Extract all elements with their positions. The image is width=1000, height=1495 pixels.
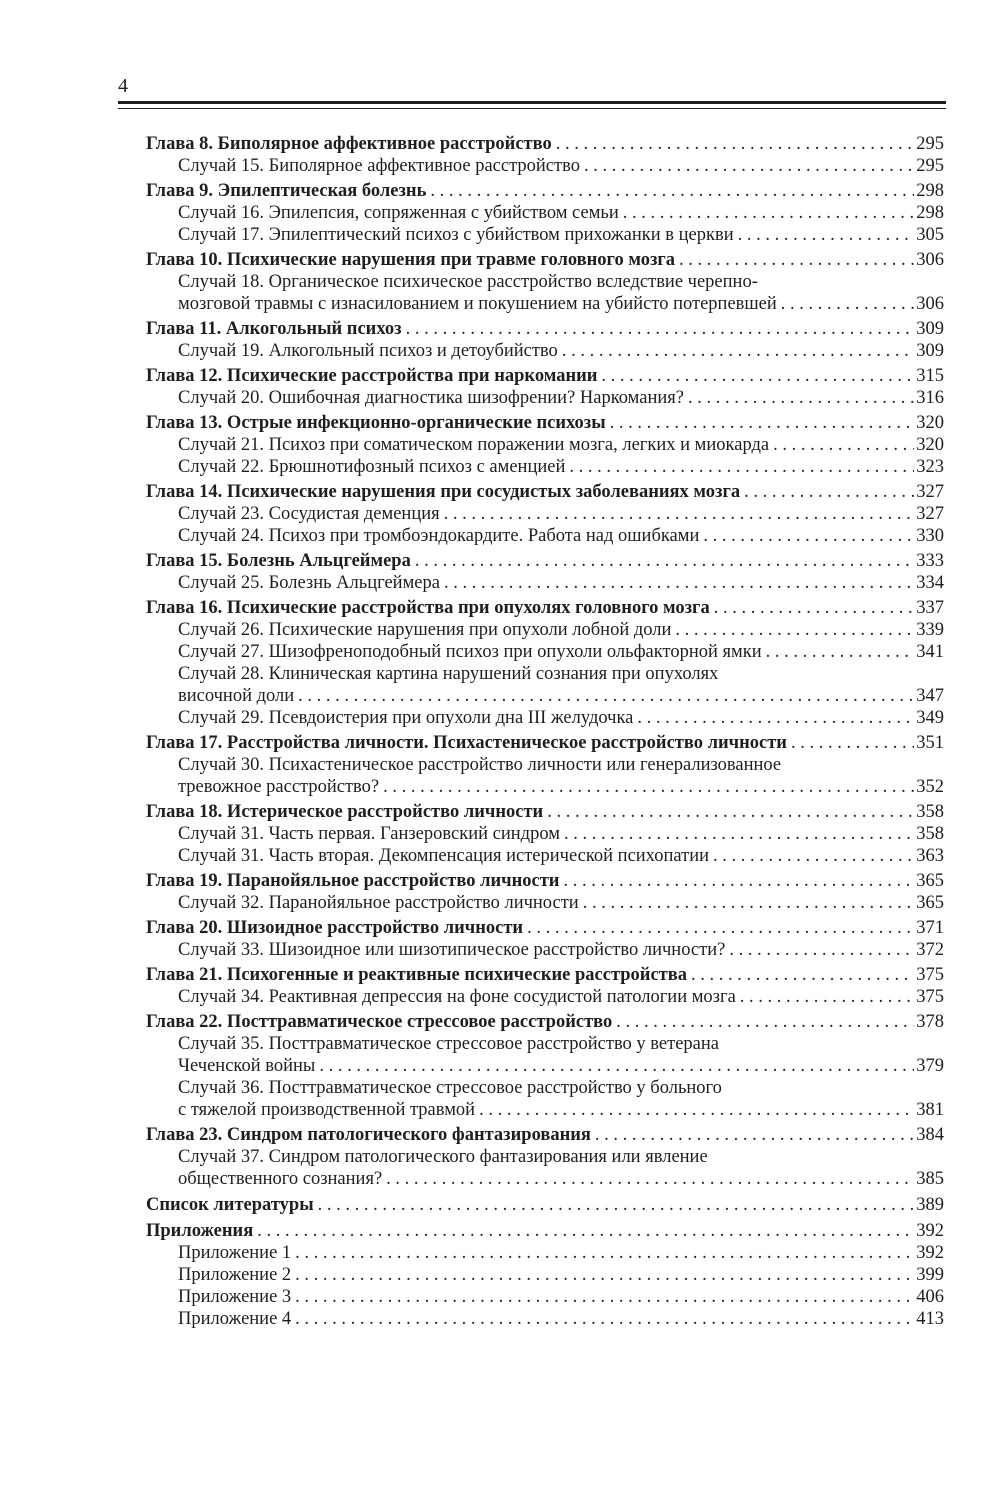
case-page-number: 358: [916, 824, 944, 844]
chapter-title: Глава 12. Психические расстройства при наркомании: [146, 366, 598, 386]
chapter-title: Глава 9. Эпилептическая болезнь: [146, 181, 427, 201]
dot-leader: [291, 1242, 914, 1264]
toc-chapter-group: [146, 1194, 944, 1216]
chapter-page-number: 309: [916, 319, 944, 339]
dot-leader: [291, 1286, 914, 1308]
case-page-number: 375: [916, 987, 944, 1007]
case-title-line: Случай 30. Психастеническое расстройство личности или генерализованное: [178, 755, 782, 775]
dot-leader: [597, 365, 914, 387]
toc-chapter-group: [146, 318, 944, 362]
chapter-title: Глава 20. Шизоидное расстройство личности: [146, 918, 524, 938]
case-page-number: 385: [916, 1169, 944, 1189]
toc-chapter-group: [146, 870, 944, 914]
case-title: Случай 26. Психические нарушения при опухоли лобной доли: [178, 620, 672, 640]
toc-case-entry[interactable]: [146, 1242, 944, 1264]
case-title: Приложение 4: [178, 1309, 292, 1329]
toc-case-entry[interactable]: [146, 685, 944, 707]
dot-leader: [382, 1168, 914, 1190]
case-title: Случай 31. Часть вторая. Декомпенсация истерической психопатии: [178, 846, 709, 866]
toc-chapter-entry[interactable]: [146, 1124, 944, 1146]
chapter-page-number: 371: [916, 918, 944, 938]
dot-leader: [580, 155, 914, 177]
case-page-number: 339: [916, 620, 944, 640]
toc-chapter-group: [146, 133, 944, 177]
dot-leader: [684, 387, 914, 409]
chapter-page-number: 315: [916, 366, 944, 386]
dot-leader: [440, 572, 914, 594]
case-page-number: 349: [916, 708, 944, 728]
chapter-page-number: 358: [916, 802, 944, 822]
dot-leader: [606, 412, 914, 434]
toc-case-entry[interactable]: [146, 503, 944, 525]
case-title-line: Случай 37. Синдром патологического фантазирования или явление: [178, 1147, 708, 1167]
case-title: Приложение 1: [178, 1243, 292, 1263]
dot-leader: [402, 318, 914, 340]
case-title: Случай 22. Брюшнотифозный психоз с аменцией: [178, 457, 566, 477]
toc-chapter-entry[interactable]: [146, 550, 944, 572]
header-rule-thick: [118, 101, 946, 104]
toc-chapter-entry[interactable]: [146, 801, 944, 823]
dot-leader: [440, 503, 914, 525]
chapter-title: Глава 18. Истерическое расстройство личности: [146, 802, 544, 822]
case-title: височной доли: [178, 686, 295, 706]
case-title: Случай 31. Часть первая. Ганзеровский синдром: [178, 824, 560, 844]
dot-leader: [579, 892, 914, 914]
case-page-number: 298: [916, 203, 944, 223]
toc-case-entry[interactable]: [146, 434, 944, 456]
table-of-contents: [146, 133, 944, 1333]
chapter-page-number: 392: [916, 1221, 944, 1241]
toc-chapter-group: [146, 481, 944, 547]
toc-case-entry[interactable]: [146, 1264, 944, 1286]
toc-case-entry[interactable]: [146, 1055, 944, 1077]
chapter-page-number: 389: [916, 1195, 944, 1215]
toc-case-entry[interactable]: [146, 823, 944, 845]
toc-chapter-entry[interactable]: [146, 318, 944, 340]
case-page-number: 399: [916, 1265, 944, 1285]
toc-chapter-group: [146, 1124, 944, 1190]
case-page-number: 341: [916, 642, 944, 662]
chapter-page-number: 337: [916, 598, 944, 618]
case-page-number: 379: [916, 1056, 944, 1076]
chapter-title: Глава 10. Психические нарушения при травме головного мозга: [146, 250, 676, 270]
toc-chapter-entry[interactable]: [146, 249, 944, 271]
chapter-page-number: 298: [916, 181, 944, 201]
toc-chapter-entry[interactable]: [146, 917, 944, 939]
toc-case-entry[interactable]: [146, 202, 944, 224]
case-title-line: Случай 35. Посттравматическое стрессовое расстройство у ветерана: [178, 1034, 720, 1054]
case-page-number: 365: [916, 893, 944, 913]
toc-chapter-group: [146, 597, 944, 729]
case-title: Случай 32. Паранойяльное расстройство личности: [178, 893, 579, 913]
toc-case-entry[interactable]: [146, 572, 944, 594]
dot-leader: [543, 801, 914, 823]
toc-chapter-entry[interactable]: [146, 1194, 944, 1216]
toc-chapter-group: [146, 180, 944, 246]
case-title: Случай 27. Шизофреноподобный психоз при опухоли ольфакторной ямки: [178, 642, 762, 662]
toc-chapter-entry[interactable]: [146, 597, 944, 619]
case-title: Случай 15. Биполярное аффективное расстройство: [178, 156, 580, 176]
case-title: Случай 21. Психоз при соматическом поражении мозга, легких и миокарда: [178, 435, 770, 455]
case-page-number: 363: [916, 846, 944, 866]
chapter-title: Глава 14. Психические нарушения при сосудистых заболеваниях мозга: [146, 482, 741, 502]
toc-case-entry[interactable]: [146, 986, 944, 1008]
case-title: Случай 24. Психоз при тромбоэндокардите. Работа над ошибками: [178, 526, 700, 546]
toc-case-entry[interactable]: [146, 776, 944, 798]
chapter-title: Приложения: [146, 1221, 254, 1241]
case-title: мозговой травмы с изнасилованием и покушением на убийсто потерпевшей: [178, 294, 777, 314]
toc-case-entry[interactable]: [146, 641, 944, 663]
page-number: 4: [118, 75, 128, 97]
dot-leader: [560, 823, 914, 845]
toc-chapter-group: [146, 964, 944, 1008]
toc-chapter-entry[interactable]: [146, 870, 944, 892]
case-title: Чеченской войны: [178, 1056, 316, 1076]
toc-chapter-group: [146, 550, 944, 594]
case-page-number: 413: [916, 1309, 944, 1329]
chapter-title: Глава 23. Синдром патологического фантазирования: [146, 1125, 591, 1145]
case-page-number: 330: [916, 526, 944, 546]
dot-leader: [426, 180, 914, 202]
dot-leader: [619, 202, 914, 224]
case-title: тревожное расстройство?: [178, 777, 380, 797]
case-title: Случай 19. Алкогольный психоз и детоубийство: [178, 341, 558, 361]
chapter-title: Глава 13. Острые инфекционно-органические психозы: [146, 413, 606, 433]
dot-leader: [558, 340, 914, 362]
toc-chapter-entry[interactable]: [146, 365, 944, 387]
dot-leader: [787, 732, 914, 754]
toc-chapter-entry[interactable]: [146, 1220, 944, 1242]
toc-case-entry[interactable]: [146, 224, 944, 246]
case-title: Случай 23. Сосудистая деменция: [178, 504, 440, 524]
dot-leader: [411, 550, 914, 572]
chapter-page-number: 295: [916, 134, 944, 154]
header-rule-thin: [118, 108, 946, 109]
toc-chapter-group: [146, 1011, 944, 1121]
case-page-number: 406: [916, 1287, 944, 1307]
dot-leader: [710, 597, 914, 619]
toc-case-entry[interactable]: [146, 155, 944, 177]
dot-leader: [379, 776, 914, 798]
dot-leader: [315, 1055, 914, 1077]
dot-leader: [552, 133, 914, 155]
case-page-number: 327: [916, 504, 944, 524]
toc-chapter-group: [146, 412, 944, 478]
dot-leader: [734, 224, 914, 246]
toc-chapter-group: [146, 1220, 944, 1330]
toc-chapter-entry[interactable]: [146, 1011, 944, 1033]
case-title: Случай 16. Эпилепсия, сопряженная с убийством семьи: [178, 203, 619, 223]
case-title: Случай 25. Болезнь Альцгеймера: [178, 573, 440, 593]
toc-chapter-group: [146, 917, 944, 961]
toc-chapter-entry[interactable]: [146, 732, 944, 754]
toc-case-entry[interactable]: [146, 1168, 944, 1190]
chapter-page-number: 333: [916, 551, 944, 571]
chapter-page-number: 327: [916, 482, 944, 502]
toc-chapter-entry[interactable]: [146, 412, 944, 434]
case-page-number: 295: [916, 156, 944, 176]
case-page-number: 309: [916, 341, 944, 361]
toc-case-entry[interactable]: [146, 456, 944, 478]
case-title: Случай 34. Реактивная депрессия на фоне сосудистой патологии мозга: [178, 987, 736, 1007]
case-page-number: 305: [916, 225, 944, 245]
toc-case-entry[interactable]: [146, 340, 944, 362]
chapter-title: Глава 15. Болезнь Альцгеймера: [146, 551, 411, 571]
dot-leader: [591, 1124, 914, 1146]
dot-leader: [314, 1194, 914, 1216]
case-title: общественного сознания?: [178, 1169, 383, 1189]
case-title: Случай 17. Эпилептический психоз с убийством прихожанки в церкви: [178, 225, 734, 245]
case-page-number: 320: [916, 435, 944, 455]
case-title: Случай 20. Ошибочная диагностика шизофрении? Наркомания?: [178, 388, 684, 408]
chapter-title: Глава 21. Психогенные и реактивные психические расстройства: [146, 965, 688, 985]
dot-leader: [475, 1099, 914, 1121]
case-title: Случай 29. Псевдоистерия при опухоли дна III желудочка: [178, 708, 634, 728]
toc-case-entry[interactable]: [146, 1099, 944, 1121]
dot-leader: [769, 434, 914, 456]
dot-leader: [725, 939, 914, 961]
dot-leader: [736, 986, 914, 1008]
chapter-page-number: 384: [916, 1125, 944, 1145]
dot-leader: [612, 1011, 914, 1033]
case-page-number: 352: [916, 777, 944, 797]
case-page-number: 392: [916, 1243, 944, 1263]
case-page-number: 347: [916, 686, 944, 706]
toc-chapter-group: [146, 732, 944, 798]
chapter-title: Глава 8. Биполярное аффективное расстройство: [146, 134, 552, 154]
dot-leader: [291, 1264, 914, 1286]
case-title-line: Случай 18. Органическое психическое расстройство вследствие черепно-: [178, 272, 758, 292]
chapter-page-number: 378: [916, 1012, 944, 1032]
toc-case-entry[interactable]: [146, 892, 944, 914]
toc-chapter-entry[interactable]: [146, 964, 944, 986]
case-title: Приложение 3: [178, 1287, 292, 1307]
dot-leader: [740, 481, 914, 503]
dot-leader: [709, 845, 914, 867]
dot-leader: [559, 870, 914, 892]
toc-chapter-entry[interactable]: [146, 180, 944, 202]
dot-leader: [253, 1220, 914, 1242]
case-page-number: 372: [916, 940, 944, 960]
case-title-line: Случай 28. Клиническая картина нарушений сознания при опухолях: [178, 664, 719, 684]
dot-leader: [762, 641, 914, 663]
chapter-title: Глава 16. Психические расстройства при опухолях головного мозга: [146, 598, 710, 618]
toc-case-entry[interactable]: [146, 1308, 944, 1330]
chapter-page-number: 320: [916, 413, 944, 433]
case-title: Случай 33. Шизоидное или шизотипическое расстройство личности?: [178, 940, 726, 960]
case-title: Приложение 2: [178, 1265, 292, 1285]
case-title-line: Случай 36. Посттравматическое стрессовое расстройство у больного: [178, 1078, 722, 1098]
toc-case-entry[interactable]: [146, 939, 944, 961]
toc-case-entry[interactable]: [146, 619, 944, 641]
toc-chapter-group: [146, 365, 944, 409]
dot-leader: [699, 525, 914, 547]
toc-case-entry[interactable]: [146, 1286, 944, 1308]
toc-chapter-group: [146, 249, 944, 315]
dot-leader: [565, 456, 914, 478]
case-title: с тяжелой производственной травмой: [178, 1100, 476, 1120]
chapter-title: Глава 19. Паранойяльное расстройство личности: [146, 871, 560, 891]
case-page-number: 381: [916, 1100, 944, 1120]
dot-leader: [671, 619, 914, 641]
toc-chapter-entry[interactable]: [146, 481, 944, 503]
toc-chapter-group: [146, 801, 944, 867]
dot-leader: [294, 685, 914, 707]
chapter-title: Глава 17. Расстройства личности. Психастеническое расстройство личности: [146, 733, 787, 753]
dot-leader: [675, 249, 914, 271]
dot-leader: [523, 917, 914, 939]
case-page-number: 316: [916, 388, 944, 408]
toc-case-entry[interactable]: [146, 707, 944, 729]
dot-leader: [633, 707, 914, 729]
chapter-page-number: 306: [916, 250, 944, 270]
toc-chapter-entry[interactable]: [146, 133, 944, 155]
chapter-title: Глава 22. Посттравматическое стрессовое расстройство: [146, 1012, 613, 1032]
chapter-title: Глава 11. Алкогольный психоз: [146, 319, 402, 339]
case-page-number: 334: [916, 573, 944, 593]
dot-leader: [291, 1308, 914, 1330]
chapter-title: Список литературы: [146, 1195, 314, 1215]
chapter-page-number: 351: [916, 733, 944, 753]
toc-case-entry[interactable]: [146, 845, 944, 867]
dot-leader: [777, 293, 914, 315]
chapter-page-number: 365: [916, 871, 944, 891]
chapter-page-number: 375: [916, 965, 944, 985]
toc-case-entry[interactable]: [146, 525, 944, 547]
case-page-number: 323: [916, 457, 944, 477]
toc-case-entry[interactable]: [146, 387, 944, 409]
case-page-number: 306: [916, 294, 944, 314]
toc-case-entry[interactable]: [146, 293, 944, 315]
dot-leader: [687, 964, 914, 986]
